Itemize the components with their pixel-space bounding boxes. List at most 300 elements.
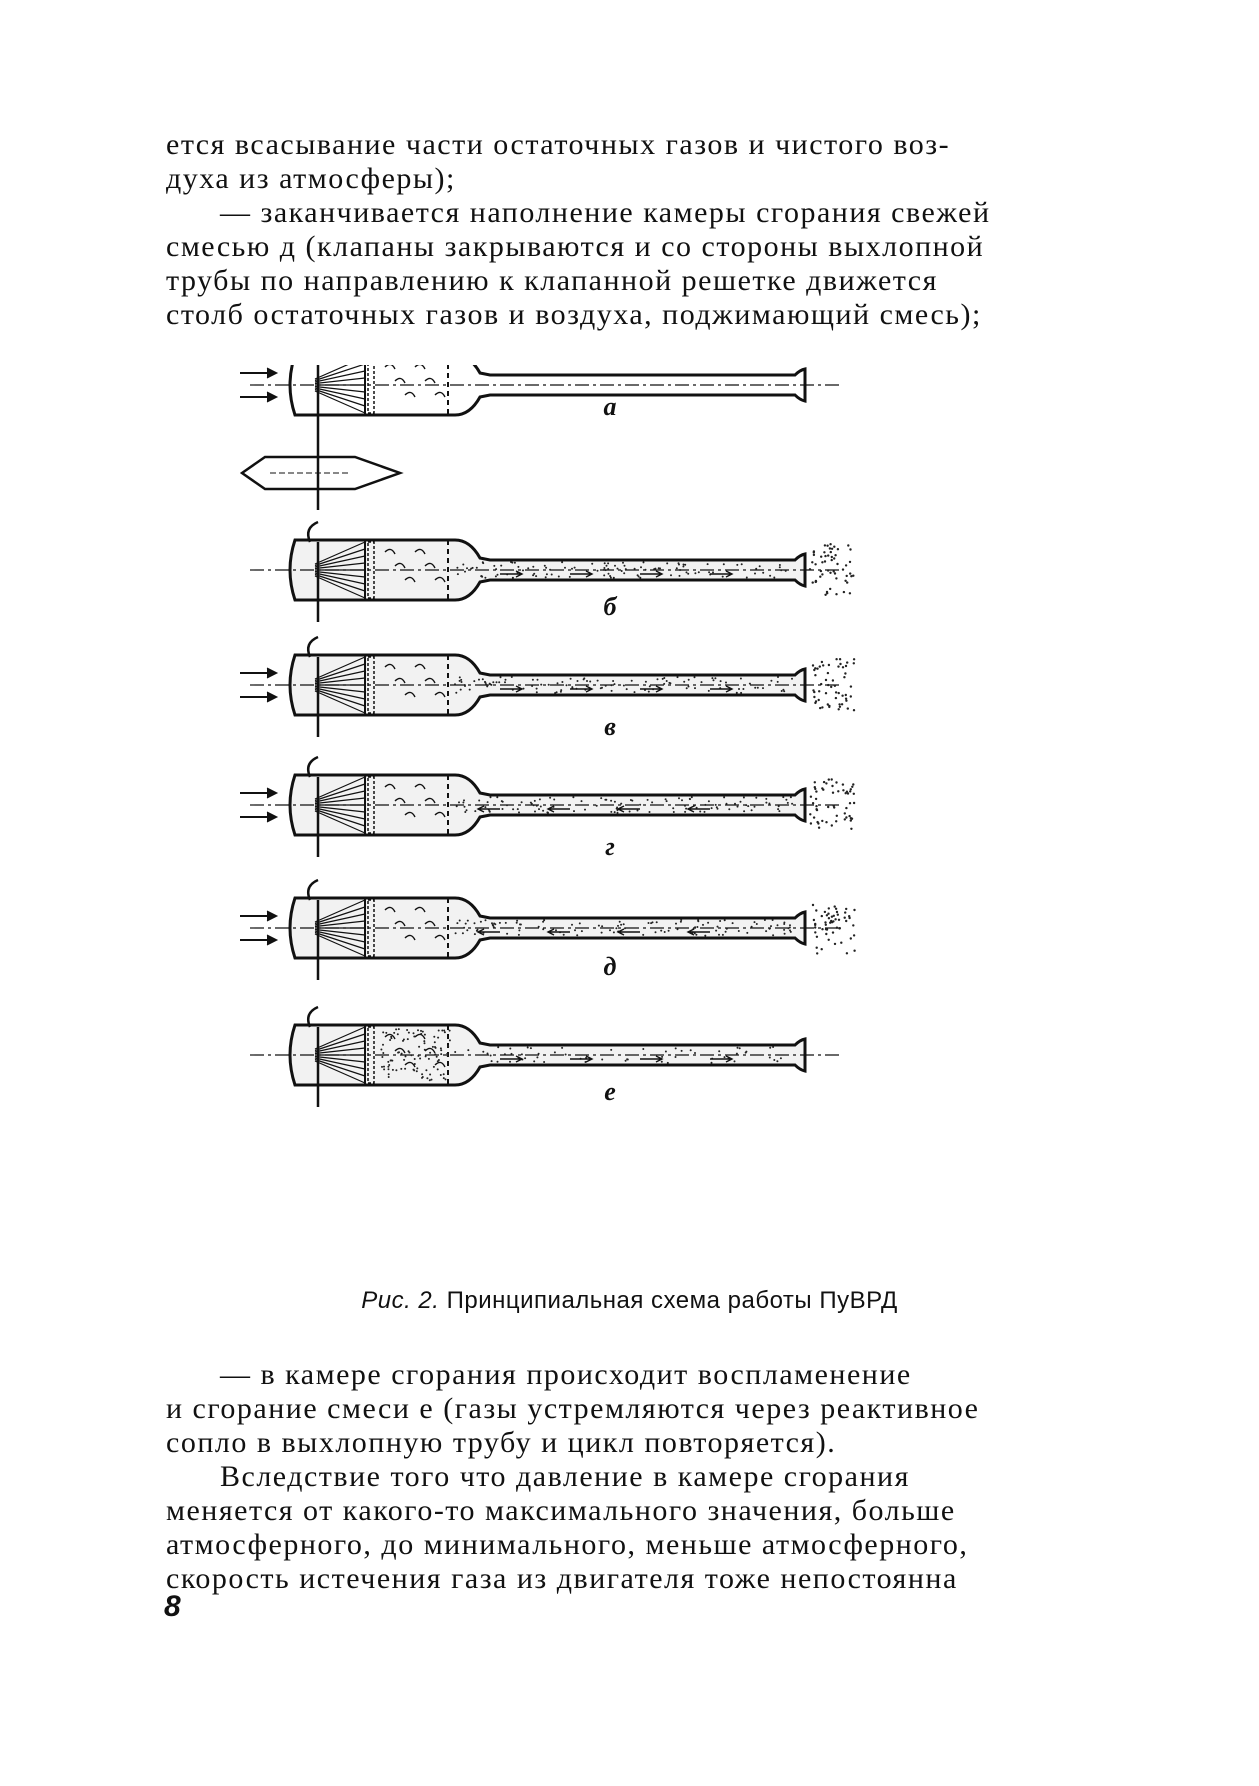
exhaust-dot bbox=[813, 554, 815, 556]
stipple-dot bbox=[718, 1050, 720, 1052]
stipple-dot bbox=[431, 1079, 433, 1081]
stipple-dot bbox=[600, 687, 602, 689]
stipple-dot bbox=[492, 681, 494, 683]
stipple-dot bbox=[463, 927, 465, 929]
stipple-dot bbox=[617, 568, 619, 570]
stipple-dot bbox=[604, 562, 606, 564]
stipple-dot bbox=[684, 564, 686, 566]
stipple-dot bbox=[437, 1068, 439, 1070]
exhaust-dot bbox=[816, 936, 818, 938]
exhaust-dot bbox=[838, 703, 840, 705]
stipple-dot bbox=[437, 1060, 439, 1062]
exhaust-dot bbox=[833, 557, 835, 559]
exhaust-dot bbox=[841, 703, 843, 705]
stipple-dot bbox=[660, 930, 662, 932]
stipple-dot bbox=[607, 568, 609, 570]
exhaust-dot bbox=[816, 668, 818, 670]
stipple-dot bbox=[605, 685, 607, 687]
stipple-dot bbox=[629, 811, 631, 813]
exhaust-dot bbox=[845, 698, 847, 700]
stipple-dot bbox=[654, 569, 656, 571]
stipple-dot bbox=[645, 569, 647, 571]
stipple-dot bbox=[554, 1051, 556, 1053]
stipple-dot bbox=[749, 683, 751, 685]
stipple-dot bbox=[751, 809, 753, 811]
text-line: скорость истечения газа из двигателя тоже непостоянна bbox=[166, 1562, 958, 1595]
exhaust-dot bbox=[844, 812, 846, 814]
stipple-dot bbox=[777, 808, 779, 810]
stipple-dot bbox=[679, 575, 681, 577]
exhaust-dot bbox=[828, 778, 830, 780]
text-line: — заканчивается наполнение камеры сгорания свежей bbox=[220, 196, 991, 229]
exhaust-dot bbox=[853, 662, 855, 664]
stipple-dot bbox=[438, 1030, 440, 1032]
stipple-dot bbox=[432, 1046, 434, 1048]
exhaust-dot bbox=[835, 820, 837, 822]
exhaust-dot bbox=[812, 904, 814, 906]
stipple-dot bbox=[736, 564, 738, 566]
stipple-dot bbox=[782, 796, 784, 798]
exhaust-dot bbox=[850, 695, 852, 697]
stipple-dot bbox=[707, 922, 709, 924]
exhaust-dot bbox=[845, 665, 847, 667]
exhaust-dot bbox=[835, 658, 837, 660]
stipple-dot bbox=[777, 676, 779, 678]
exhaust-dot bbox=[833, 546, 835, 548]
stipple-dot bbox=[466, 809, 468, 811]
stipple-dot bbox=[534, 811, 536, 813]
exhaust-dot bbox=[824, 594, 826, 596]
exhaust-dot bbox=[842, 568, 844, 570]
stipple-dot bbox=[694, 676, 696, 678]
stipple-dot bbox=[547, 812, 549, 814]
stipple-dot bbox=[623, 685, 625, 687]
stipple-dot bbox=[429, 1074, 431, 1076]
stipple-dot bbox=[490, 796, 492, 798]
stipple-dot bbox=[456, 805, 458, 807]
stipple-dot bbox=[536, 1056, 538, 1058]
stipple-dot bbox=[473, 680, 475, 682]
stipple-dot bbox=[669, 682, 671, 684]
stipple-dot bbox=[437, 1037, 439, 1039]
stipple-dot bbox=[681, 799, 683, 801]
stipple-dot bbox=[566, 684, 568, 686]
stipple-dot bbox=[554, 692, 556, 694]
exhaust-dot bbox=[815, 805, 817, 807]
stipple-dot bbox=[623, 572, 625, 574]
stipple-dot bbox=[603, 574, 605, 576]
stipple-dot bbox=[421, 1073, 423, 1075]
stipple-dot bbox=[543, 919, 545, 921]
stipple-dot bbox=[777, 681, 779, 683]
stipple-dot bbox=[410, 1054, 412, 1056]
exhaust-dot bbox=[829, 547, 831, 549]
panel-label: д bbox=[603, 952, 617, 981]
stipple-dot bbox=[768, 803, 770, 805]
stipple-dot bbox=[661, 1061, 663, 1063]
stipple-dot bbox=[769, 575, 771, 577]
stipple-dot bbox=[616, 807, 618, 809]
exhaust-dot bbox=[818, 690, 820, 692]
stipple-dot bbox=[640, 566, 642, 568]
stipple-dot bbox=[720, 680, 722, 682]
stipple-dot bbox=[464, 806, 466, 808]
stipple-dot bbox=[639, 804, 641, 806]
exhaust-dot bbox=[826, 914, 828, 916]
stipple-dot bbox=[756, 923, 758, 925]
stipple-dot bbox=[572, 796, 574, 798]
exhaust-dot bbox=[837, 665, 839, 667]
stipple-dot bbox=[393, 1032, 395, 1034]
exhaust-dot bbox=[846, 661, 848, 663]
exhaust-dot bbox=[822, 664, 824, 666]
stipple-dot bbox=[614, 683, 616, 685]
exhaust-dot bbox=[831, 916, 833, 918]
stipple-dot bbox=[533, 804, 535, 806]
stipple-dot bbox=[724, 919, 726, 921]
stipple-dot bbox=[625, 568, 627, 570]
exhaust-dot bbox=[831, 559, 833, 561]
swirl-mark bbox=[425, 378, 435, 383]
stipple-dot bbox=[691, 796, 693, 798]
stipple-dot bbox=[715, 930, 717, 932]
inlet-arrow-head bbox=[267, 812, 277, 822]
stipple-dot bbox=[663, 683, 665, 685]
stipple-dot bbox=[614, 811, 616, 813]
stipple-dot bbox=[398, 1051, 400, 1053]
stipple-dot bbox=[542, 810, 544, 812]
exhaust-dot bbox=[815, 798, 817, 800]
stipple-dot bbox=[505, 679, 507, 681]
stipple-dot bbox=[581, 930, 583, 932]
stipple-dot bbox=[516, 922, 518, 924]
stipple-dot bbox=[634, 691, 636, 693]
exhaust-dot bbox=[853, 950, 855, 952]
exhaust-dot bbox=[847, 792, 849, 794]
stipple-dot bbox=[704, 935, 706, 937]
valve-vane bbox=[315, 391, 365, 413]
exhaust-dot bbox=[825, 692, 827, 694]
exhaust-dot bbox=[836, 815, 838, 817]
stipple-dot bbox=[532, 566, 534, 568]
exhaust-dot bbox=[845, 564, 847, 566]
stipple-dot bbox=[680, 919, 682, 921]
stipple-dot bbox=[772, 934, 774, 936]
stipple-dot bbox=[474, 933, 476, 935]
inlet-arrow-head bbox=[267, 911, 277, 921]
stipple-dot bbox=[737, 806, 739, 808]
inlet-arrow-head bbox=[267, 935, 277, 945]
stipple-dot bbox=[570, 678, 572, 680]
stipple-dot bbox=[597, 680, 599, 682]
stipple-dot bbox=[606, 565, 608, 567]
stipple-dot bbox=[403, 1039, 405, 1041]
exhaust-dot bbox=[819, 576, 821, 578]
stipple-dot bbox=[684, 805, 686, 807]
exhaust-dot bbox=[828, 917, 830, 919]
stipple-dot bbox=[463, 799, 465, 801]
stipple-dot bbox=[421, 1077, 423, 1079]
exhaust-dot bbox=[839, 706, 841, 708]
stipple-dot bbox=[666, 562, 668, 564]
stipple-dot bbox=[622, 562, 624, 564]
stipple-dot bbox=[420, 1030, 422, 1032]
stipple-dot bbox=[413, 1069, 415, 1071]
swirl-mark bbox=[395, 378, 405, 383]
stipple-dot bbox=[429, 1052, 431, 1054]
stipple-dot bbox=[517, 566, 519, 568]
stipple-dot bbox=[624, 927, 626, 929]
stipple-dot bbox=[545, 567, 547, 569]
stipple-dot bbox=[428, 1058, 430, 1060]
exhaust-dot bbox=[847, 544, 849, 546]
stipple-dot bbox=[704, 804, 706, 806]
stipple-dot bbox=[701, 681, 703, 683]
stipple-dot bbox=[454, 683, 456, 685]
text-line: столб остаточных газов и воздуха, поджимающий смесь); bbox=[166, 298, 982, 331]
exhaust-dot bbox=[816, 947, 818, 949]
stipple-dot bbox=[677, 928, 679, 930]
stipple-dot bbox=[626, 688, 628, 690]
stipple-dot bbox=[713, 679, 715, 681]
stipple-dot bbox=[765, 798, 767, 800]
stipple-dot bbox=[449, 1039, 451, 1041]
stipple-dot bbox=[718, 934, 720, 936]
exhaust-dot bbox=[827, 672, 829, 674]
stipple-dot bbox=[436, 1056, 438, 1058]
stipple-dot bbox=[413, 1032, 415, 1034]
stipple-dot bbox=[779, 566, 781, 568]
stipple-dot bbox=[728, 808, 730, 810]
stipple-dot bbox=[787, 927, 789, 929]
stipple-dot bbox=[601, 1059, 603, 1061]
stipple-dot bbox=[666, 800, 668, 802]
stipple-dot bbox=[466, 929, 468, 931]
inlet-arrow-head bbox=[267, 692, 277, 702]
exhaust-dot bbox=[821, 915, 823, 917]
stipple-dot bbox=[577, 680, 579, 682]
exhaust-dot bbox=[850, 937, 852, 939]
stipple-dot bbox=[401, 1053, 403, 1055]
stipple-dot bbox=[631, 680, 633, 682]
stipple-dot bbox=[499, 922, 501, 924]
exhaust-dot bbox=[850, 685, 852, 687]
exhaust-dot bbox=[815, 700, 817, 702]
stipple-dot bbox=[708, 571, 710, 573]
stipple-dot bbox=[482, 678, 484, 680]
stipple-dot bbox=[546, 573, 548, 575]
exhaust-dot bbox=[852, 783, 854, 785]
text-line: сопло в выхлопную трубу и цикл повторяется). bbox=[166, 1426, 837, 1459]
stipple-dot bbox=[711, 1062, 713, 1064]
text-line: меняется от какого-то максимального значения, больше bbox=[166, 1494, 956, 1527]
stipple-dot bbox=[549, 797, 551, 799]
inlet-arrow-head bbox=[267, 788, 277, 798]
stipple-dot bbox=[464, 571, 466, 573]
engine-panel bbox=[240, 365, 840, 510]
stipple-dot bbox=[596, 805, 598, 807]
exhaust-dot bbox=[814, 926, 816, 928]
stipple-dot bbox=[772, 919, 774, 921]
exhaust-dot bbox=[831, 785, 833, 787]
stipple-dot bbox=[611, 690, 613, 692]
exhaust-dot bbox=[835, 577, 837, 579]
exhaust-dot bbox=[814, 924, 816, 926]
exhaust-dot bbox=[815, 580, 817, 582]
exhaust-dot bbox=[824, 555, 826, 557]
stipple-dot bbox=[708, 690, 710, 692]
caption-prefix: Рис. 2. bbox=[361, 1287, 440, 1314]
stipple-dot bbox=[609, 929, 611, 931]
exhaust-dot bbox=[835, 593, 837, 595]
stipple-dot bbox=[466, 567, 468, 569]
stipple-dot bbox=[493, 565, 495, 567]
stipple-dot bbox=[561, 681, 563, 683]
stipple-dot bbox=[785, 799, 787, 801]
stipple-dot bbox=[738, 688, 740, 690]
stipple-dot bbox=[495, 575, 497, 577]
stipple-dot bbox=[531, 685, 533, 687]
engine-panel bbox=[250, 522, 855, 622]
stipple-dot bbox=[460, 689, 462, 691]
stipple-dot bbox=[434, 1041, 436, 1043]
stipple-dot bbox=[424, 1049, 426, 1051]
stipple-dot bbox=[443, 1030, 445, 1032]
stipple-dot bbox=[679, 569, 681, 571]
stipple-dot bbox=[537, 679, 539, 681]
stipple-dot bbox=[555, 929, 557, 931]
stipple-dot bbox=[686, 571, 688, 573]
exhaust-dot bbox=[834, 905, 836, 907]
exhaust-dot bbox=[829, 572, 831, 574]
top-paragraphs bbox=[166, 128, 1054, 332]
exhaust-dot bbox=[813, 696, 815, 698]
stipple-dot bbox=[726, 928, 728, 930]
stipple-dot bbox=[690, 1049, 692, 1051]
stipple-dot bbox=[685, 808, 687, 810]
stipple-dot bbox=[459, 676, 461, 678]
exhaust-dot bbox=[825, 933, 827, 935]
stipple-dot bbox=[697, 920, 699, 922]
stipple-dot bbox=[668, 930, 670, 932]
exhaust-dot bbox=[853, 658, 855, 660]
stipple-dot bbox=[714, 677, 716, 679]
stipple-dot bbox=[484, 577, 486, 579]
stipple-dot bbox=[553, 799, 555, 801]
stipple-dot bbox=[406, 1029, 408, 1031]
exhaust-dot bbox=[821, 561, 823, 563]
text-line: и сгорание смеси е (газы устремляются через реактивное bbox=[166, 1392, 980, 1425]
stipple-dot bbox=[395, 1028, 397, 1030]
stipple-dot bbox=[387, 1066, 389, 1068]
exhaust-dot bbox=[835, 781, 837, 783]
stipple-dot bbox=[433, 1066, 435, 1068]
exhaust-dot bbox=[824, 544, 826, 546]
exhaust-dot bbox=[839, 927, 841, 929]
stipple-dot bbox=[617, 812, 619, 814]
exhaust-dot bbox=[837, 914, 839, 916]
stipple-dot bbox=[414, 1063, 416, 1065]
exhaust-dot bbox=[834, 554, 836, 556]
stipple-dot bbox=[591, 563, 593, 565]
pulse-jet-figure bbox=[240, 365, 1020, 1265]
exhaust-dot bbox=[821, 928, 823, 930]
stipple-dot bbox=[482, 562, 484, 564]
stipple-dot bbox=[558, 576, 560, 578]
stipple-dot bbox=[413, 1036, 415, 1038]
swirl-mark bbox=[385, 365, 395, 369]
stipple-dot bbox=[497, 1061, 499, 1063]
stipple-dot bbox=[519, 923, 521, 925]
exhaust-dot bbox=[821, 820, 823, 822]
stipple-dot bbox=[565, 1054, 567, 1056]
stipple-dot bbox=[469, 689, 471, 691]
exhaust-dot bbox=[810, 796, 812, 798]
stipple-dot bbox=[557, 682, 559, 684]
figure-caption bbox=[0, 1287, 1259, 1315]
stipple-dot bbox=[518, 811, 520, 813]
stipple-dot bbox=[683, 681, 685, 683]
exhaust-dot bbox=[841, 695, 843, 697]
stipple-dot bbox=[680, 921, 682, 923]
panel-label: а bbox=[603, 392, 617, 421]
stipple-dot bbox=[675, 923, 677, 925]
exhaust-dot bbox=[826, 591, 828, 593]
stipple-dot bbox=[407, 1038, 409, 1040]
exhaust-dot bbox=[843, 591, 845, 593]
stipple-dot bbox=[446, 1054, 448, 1056]
stipple-dot bbox=[449, 1030, 451, 1032]
stipple-dot bbox=[443, 1073, 445, 1075]
stipple-dot bbox=[392, 1069, 394, 1071]
stipple-dot bbox=[719, 920, 721, 922]
exhaust-dot bbox=[815, 909, 817, 911]
exhaust-dot bbox=[837, 548, 839, 550]
stipple-dot bbox=[614, 801, 616, 803]
panel-label: в bbox=[604, 712, 616, 741]
stipple-dot bbox=[745, 1052, 747, 1054]
stipple-dot bbox=[723, 563, 725, 565]
stipple-dot bbox=[684, 811, 686, 813]
exhaust-dot bbox=[849, 592, 851, 594]
stipple-dot bbox=[773, 577, 775, 579]
exhaust-dot bbox=[850, 828, 852, 830]
stipple-dot bbox=[563, 934, 565, 936]
stipple-dot bbox=[605, 569, 607, 571]
stipple-dot bbox=[387, 1061, 389, 1063]
stipple-dot bbox=[424, 1034, 426, 1036]
exhaust-dot bbox=[840, 942, 842, 944]
exhaust-dot bbox=[852, 575, 854, 577]
exhaust-dot bbox=[845, 908, 847, 910]
stipple-dot bbox=[657, 678, 659, 680]
stipple-dot bbox=[765, 930, 767, 932]
stipple-dot bbox=[512, 577, 514, 579]
panel-label: г bbox=[605, 832, 615, 861]
stipple-dot bbox=[737, 1047, 739, 1049]
stipple-dot bbox=[461, 681, 463, 683]
stipple-dot bbox=[422, 1031, 424, 1033]
stipple-dot bbox=[694, 1052, 696, 1054]
text-line: духа из атмосферы); bbox=[166, 162, 456, 195]
stipple-dot bbox=[433, 1036, 435, 1038]
stipple-dot bbox=[678, 797, 680, 799]
stipple-dot bbox=[694, 687, 696, 689]
stipple-dot bbox=[456, 567, 458, 569]
stipple-dot bbox=[648, 691, 650, 693]
stipple-dot bbox=[617, 925, 619, 927]
stipple-dot bbox=[603, 569, 605, 571]
